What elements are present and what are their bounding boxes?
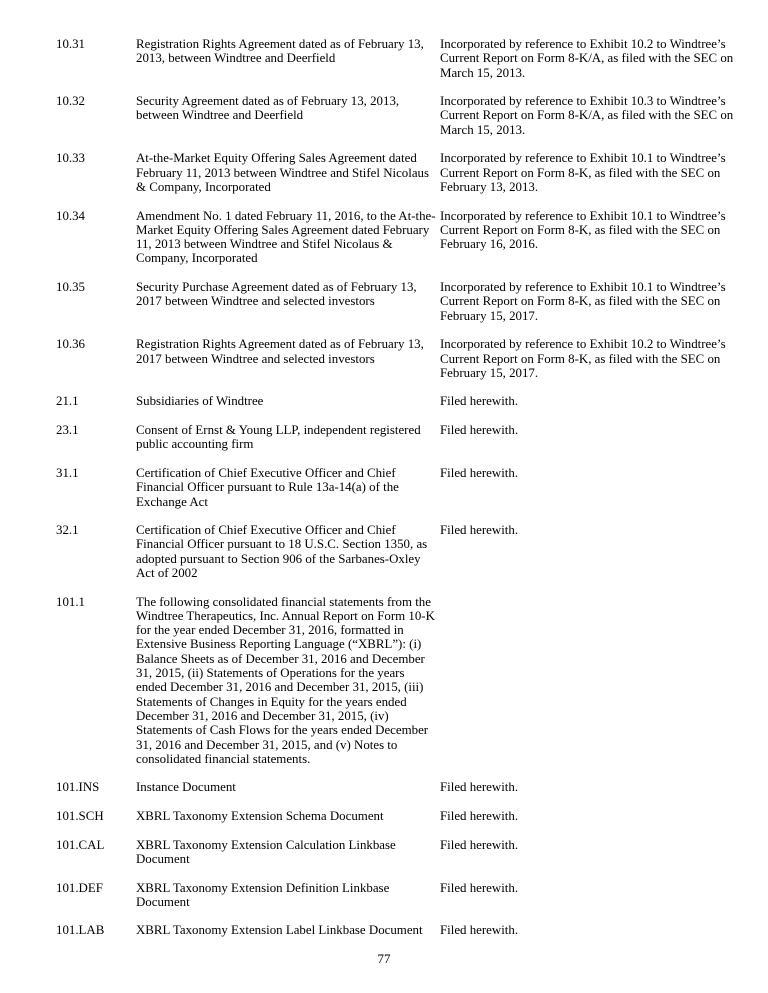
exhibit-row [56, 209, 758, 266]
exhibit-row [56, 780, 758, 794]
exhibit-row [56, 595, 758, 767]
exhibit-number: 32.1 [56, 523, 79, 538]
exhibit-number: 23.1 [56, 423, 79, 438]
exhibit-description: At-the-Market Equity Offering Sales Agreement dated February 11, 2013 between Windtree and Stifel Nicolaus & Company, Incorporated [136, 151, 430, 194]
exhibit-row [56, 881, 758, 910]
exhibit-description: XBRL Taxonomy Extension Schema Document [136, 809, 384, 824]
exhibit-row [56, 151, 758, 194]
exhibit-reference: Incorporated by reference to Exhibit 10.1 to Windtree’s Current Report on Form 8-K, as filed with the SEC on February 16, 2016. [440, 208, 726, 252]
exhibit-number: 101.LAB [56, 923, 105, 938]
exhibit-row [56, 423, 758, 452]
exhibit-reference: Incorporated by reference to Exhibit 10.1 to Windtree’s Current Report on Form 8-K, as filed with the SEC on February 15, 2017. [440, 280, 726, 323]
exhibit-row [56, 838, 758, 867]
exhibit-description: Security Purchase Agreement dated as of February 13, 2017 between Windtree and selected investors [136, 280, 417, 309]
exhibit-reference: Filed herewith. [440, 523, 519, 538]
exhibit-row [56, 337, 758, 380]
exhibit-description: XBRL Taxonomy Extension Calculation Linkbase Document [136, 837, 396, 866]
exhibit-number: 31.1 [56, 465, 79, 480]
exhibit-reference: Filed herewith. [440, 809, 519, 824]
exhibit-row [56, 923, 758, 937]
exhibit-reference: Filed herewith. [440, 923, 519, 938]
page-number: 77 [377, 952, 391, 966]
exhibit-reference: Filed herewith. [440, 837, 519, 852]
exhibit-description: XBRL Taxonomy Extension Definition Linkbase Document [136, 880, 390, 909]
exhibit-reference: Incorporated by reference to Exhibit 10.2 to Windtree’s Current Report on Form 8-K, as filed with the SEC on February 15, 2017. [440, 337, 726, 380]
exhibit-reference: Filed herewith. [440, 423, 519, 438]
exhibit-reference: Filed herewith. [440, 465, 519, 480]
exhibit-number: 10.33 [56, 151, 86, 166]
exhibit-row [56, 94, 758, 137]
exhibit-row [56, 37, 758, 80]
exhibit-description: Certification of Chief Executive Officer and Chief Financial Officer pursuant to 18 U.S.C. Section 1350, as adopted pursuant to Section 906 of the Sarbanes-Oxley Act of 2002 [136, 523, 428, 580]
exhibit-description: Security Agreement dated as of February 13, 2013, between Windtree and Deerfield [136, 94, 400, 123]
exhibit-number: 101.DEF [56, 880, 103, 895]
exhibit-row [56, 809, 758, 823]
exhibit-row [56, 394, 758, 408]
exhibit-reference: Incorporated by reference to Exhibit 10.3 to Windtree’s Current Report on Form 8-K/A, as filed with the SEC on March 15, 2013. [440, 94, 734, 137]
exhibit-reference: Incorporated by reference to Exhibit 10.1 to Windtree’s Current Report on Form 8-K, as filed with the SEC on February 13, 2013. [440, 151, 726, 194]
exhibit-number: 10.35 [56, 280, 86, 295]
exhibit-row [56, 523, 758, 580]
exhibit-table [56, 37, 758, 938]
exhibit-description: Registration Rights Agreement dated as of February 13, 2017 between Windtree and selected investors [136, 337, 424, 366]
exhibit-reference: Incorporated by reference to Exhibit 10.2 to Windtree’s Current Report on Form 8-K/A, as filed with the SEC on March 15, 2013. [440, 37, 734, 80]
exhibit-reference: Filed herewith. [440, 780, 519, 795]
exhibit-number: 10.31 [56, 37, 86, 51]
exhibit-number: 21.1 [56, 394, 79, 409]
exhibit-number: 101.INS [56, 780, 100, 795]
exhibit-reference: Filed herewith. [440, 880, 519, 895]
exhibit-description: Instance Document [136, 780, 236, 795]
exhibit-description: Certification of Chief Executive Officer and Chief Financial Officer pursuant to Rule 13a-14(a) of the Exchange Act [136, 465, 399, 509]
exhibit-description: The following consolidated financial statements from the Windtree Therapeutics, Inc. Annual Report on Form 10-K for the year ended December 31, 2016, formatted in Extensive Business Reporting Language (“XBRL”): (i) Balance Sheets as of December 31, 2016 and December 31, 2015, (ii) Statements of Operations for the years ended December 31, 2016 and December 31, 2015, (iii) Statements of Changes in Equity for the years ended December 31, 2016 and December 31, 2015, (iv) Statements of Cash Flows for the years ended December 31, 2016 and December 31, 2015, and (v) Notes to consolidated financial statements. [136, 594, 435, 766]
exhibit-number: 101.SCH [56, 809, 104, 824]
exhibit-description: Registration Rights Agreement dated as of February 13, 2013, between Windtree and Deerfield [136, 37, 424, 66]
exhibit-row [56, 280, 758, 323]
exhibit-description: Amendment No. 1 dated February 11, 2016, to the At-the-Market Equity Offering Sales Agreement dated February 11, 2013 between Windtree and Stifel Nicolaus & Company, Incorporated [136, 208, 436, 266]
exhibit-number: 101.CAL [56, 837, 105, 852]
exhibit-number: 10.32 [56, 94, 86, 109]
exhibit-description: XBRL Taxonomy Extension Label Linkbase Document [136, 923, 423, 938]
exhibit-reference: Filed herewith. [440, 394, 519, 409]
exhibit-description: Subsidiaries of Windtree [136, 394, 264, 409]
exhibit-number: 10.36 [56, 337, 86, 352]
exhibit-number: 10.34 [56, 208, 86, 223]
exhibit-number: 101.1 [56, 594, 86, 609]
exhibit-row [56, 466, 758, 509]
exhibit-description: Consent of Ernst & Young LLP, independent registered public accounting firm [136, 423, 421, 452]
